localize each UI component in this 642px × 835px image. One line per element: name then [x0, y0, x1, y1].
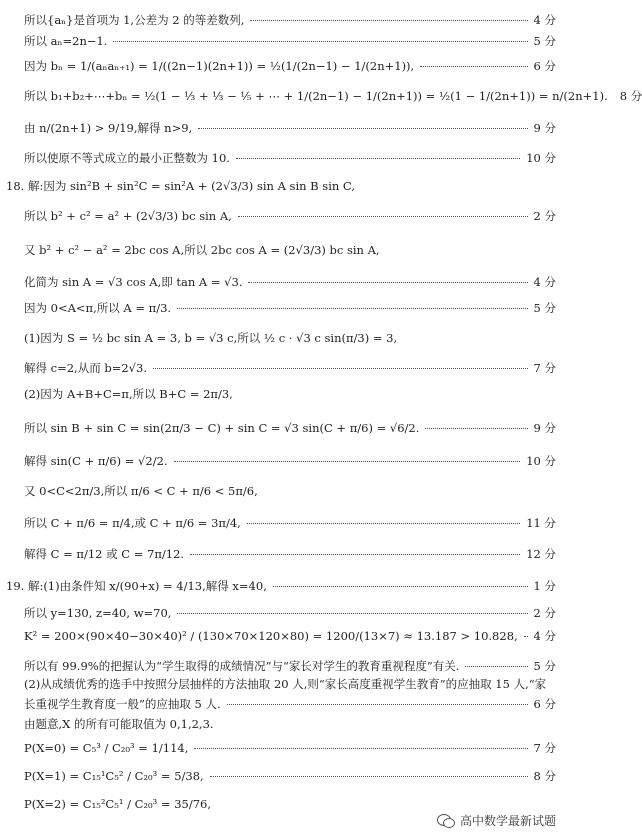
- dot-leader: [250, 20, 527, 21]
- solution-line: [24, 420, 556, 436]
- line-text: 因为 0<A<π,所以 A = π/3.: [24, 301, 172, 315]
- score-label: 1 分: [533, 579, 556, 593]
- dot-leader: [198, 128, 527, 129]
- line-text: 所以 b² + c² = a² + (2√3/3) bc sin A,: [24, 209, 232, 223]
- watermark: [437, 812, 556, 829]
- line-text: P(X=0) = C₅³ / C₂₀³ = 1/114,: [24, 741, 189, 755]
- dot-leader: [227, 704, 528, 705]
- solution-line: [24, 33, 556, 49]
- solution-line: [24, 58, 556, 74]
- solution-line: [24, 716, 556, 732]
- score-label: 12 分: [526, 547, 556, 561]
- solution-line: [24, 274, 556, 290]
- solution-line: [24, 515, 556, 531]
- line-text: 所以 aₙ=2n−1.: [24, 34, 108, 48]
- dot-leader: [425, 428, 527, 429]
- solution-line: [24, 12, 556, 28]
- line-text: 解得 sin(C + π/6) = √2/2.: [24, 454, 168, 468]
- line-text: 由题意,X 的所有可能取值为 0,1,2,3.: [24, 717, 214, 731]
- wechat-icon: [437, 813, 455, 829]
- line-text: (2)因为 A+B+C=π,所以 B+C = 2π/3,: [24, 387, 233, 401]
- score-label: 5 分: [533, 659, 556, 673]
- solution-line: [24, 676, 556, 692]
- solution-line: [24, 300, 556, 316]
- line-text: 所以 y=130, z=40, w=70,: [24, 606, 172, 620]
- solution-line: [24, 628, 556, 644]
- line-text: K² = 200×(90×40−30×40)² / (130×70×120×80) = 1200/(13×7) ≈ 13.187 > 10.828,: [24, 629, 518, 643]
- score-label: 6 分: [533, 697, 556, 711]
- line-text: 解得 C = π/12 或 C = 7π/12.: [24, 547, 185, 561]
- line-text: 所以{aₙ}是首项为 1,公差为 2 的等差数列,: [24, 13, 245, 27]
- line-text: 所以 C + π/6 = π/4,或 C + π/6 = 3π/4,: [24, 516, 241, 530]
- line-text: 因为 bₙ = 1/(aₙaₙ₊₁) = 1/((2n−1)(2n+1)) = ½(1/(2n−1) − 1/(2n+1)),: [24, 59, 415, 73]
- line-text: 19. 解:(1)由条件知 x/(90+x) = 4/13,解得 x=40,: [6, 579, 267, 593]
- solution-line: [6, 178, 556, 194]
- dot-leader: [174, 461, 521, 462]
- line-text: 所以有 99.9%的把握认为“学生取得的成绩情况”与“家长对学生的教育重视程度”有关.: [24, 659, 460, 673]
- dot-leader: [194, 748, 527, 749]
- score-label: 9 分: [533, 121, 556, 135]
- line-text: (2)从成绩优秀的选手中按照分层抽样的方法抽取 20 人,则“家长高度重视学生教育”的应抽取 15 人,“家: [24, 677, 547, 691]
- dot-leader: [210, 776, 528, 777]
- score-label: 11 分: [526, 516, 556, 530]
- line-text: 解得 c=2,从而 b=2√3.: [24, 361, 147, 375]
- line-text: 又 0<C<2π/3,所以 π/6 < C + π/6 < 5π/6,: [24, 484, 258, 498]
- dot-leader: [153, 368, 528, 369]
- score-label: 4 分: [533, 13, 556, 27]
- line-text: (1)因为 S = ½ bc sin A = 3, b = √3 c,所以 ½ c · √3 c sin(π/3) = 3,: [24, 331, 398, 345]
- score-label: 8 分: [619, 89, 642, 103]
- solution-line: [24, 483, 556, 499]
- score-label: 6 分: [533, 59, 556, 73]
- dot-leader: [236, 158, 520, 159]
- solution-line: [24, 330, 556, 346]
- solution-line: [24, 360, 556, 376]
- solution-line: [24, 242, 556, 258]
- line-text: 由 n/(2n+1) > 9/19,解得 n>9,: [24, 121, 193, 135]
- dot-leader: [273, 586, 528, 587]
- score-label: 10 分: [526, 151, 556, 165]
- line-text: 化简为 sin A = √3 cos A,即 tan A = √3.: [24, 275, 243, 289]
- solution-line: [24, 546, 556, 562]
- solution-line: [24, 797, 556, 811]
- solution-line: [24, 453, 556, 469]
- solution-line: [24, 386, 556, 402]
- dot-leader: [524, 636, 528, 637]
- solution-line: [24, 150, 556, 166]
- solution-line: [24, 768, 556, 784]
- watermark-text: 高中数学最新试题: [459, 814, 556, 828]
- line-text: 18. 解:因为 sin²B + sin²C = sin²A + (2√3/3) sin A sin B sin C,: [6, 179, 355, 193]
- score-label: 5 分: [533, 34, 556, 48]
- dot-leader: [177, 308, 527, 309]
- line-text: P(X=1) = C₁₅¹C₅² / C₂₀³ = 5/38,: [24, 769, 204, 783]
- score-label: 7 分: [533, 741, 556, 755]
- score-label: 4 分: [533, 629, 556, 643]
- score-label: 2 分: [533, 209, 556, 223]
- solution-line: [24, 605, 556, 621]
- dot-leader: [420, 66, 527, 67]
- solution-line: [24, 208, 556, 224]
- score-label: 7 分: [533, 361, 556, 375]
- dot-leader: [247, 523, 520, 524]
- dot-leader: [190, 554, 520, 555]
- score-label: 2 分: [533, 606, 556, 620]
- line-text: 所以使原不等式成立的最小正整数为 10.: [24, 151, 230, 165]
- solution-line: [24, 740, 556, 756]
- dot-leader: [113, 41, 527, 42]
- line-text: 所以 sin B + sin C = sin(2π/3 − C) + sin C = √3 sin(C + π/6) = √6/2.: [24, 421, 420, 435]
- score-label: 5 分: [533, 301, 556, 315]
- line-text: P(X=2) = C₁₅²C₅¹ / C₂₀³ = 35/76,: [24, 797, 212, 811]
- line-text: 又 b² + c² − a² = 2bc cos A,所以 2bc cos A = (2√3/3) bc sin A,: [24, 243, 380, 257]
- line-text: 所以 b₁+b₂+⋯+bₙ = ½(1 − ⅓ + ⅓ − ⅕ + ⋯ + 1/(2n−1) − 1/(2n+1)) = ½(1 − 1/(2n+1)) = n/(2n+1).: [24, 89, 608, 103]
- solution-line: [24, 658, 556, 674]
- score-label: 9 分: [533, 421, 556, 435]
- dot-leader: [177, 613, 527, 614]
- dot-leader: [238, 216, 528, 217]
- solution-line: [24, 696, 556, 712]
- score-label: 8 分: [533, 769, 556, 783]
- solution-line: [24, 88, 642, 104]
- solution-line: [24, 120, 556, 136]
- solution-line: [6, 578, 556, 594]
- dot-leader: [248, 282, 527, 283]
- dot-leader: [465, 666, 527, 667]
- score-label: 4 分: [533, 275, 556, 289]
- score-label: 10 分: [526, 454, 556, 468]
- line-text: 长重视学生教育度一般”的应抽取 5 人.: [24, 697, 221, 711]
